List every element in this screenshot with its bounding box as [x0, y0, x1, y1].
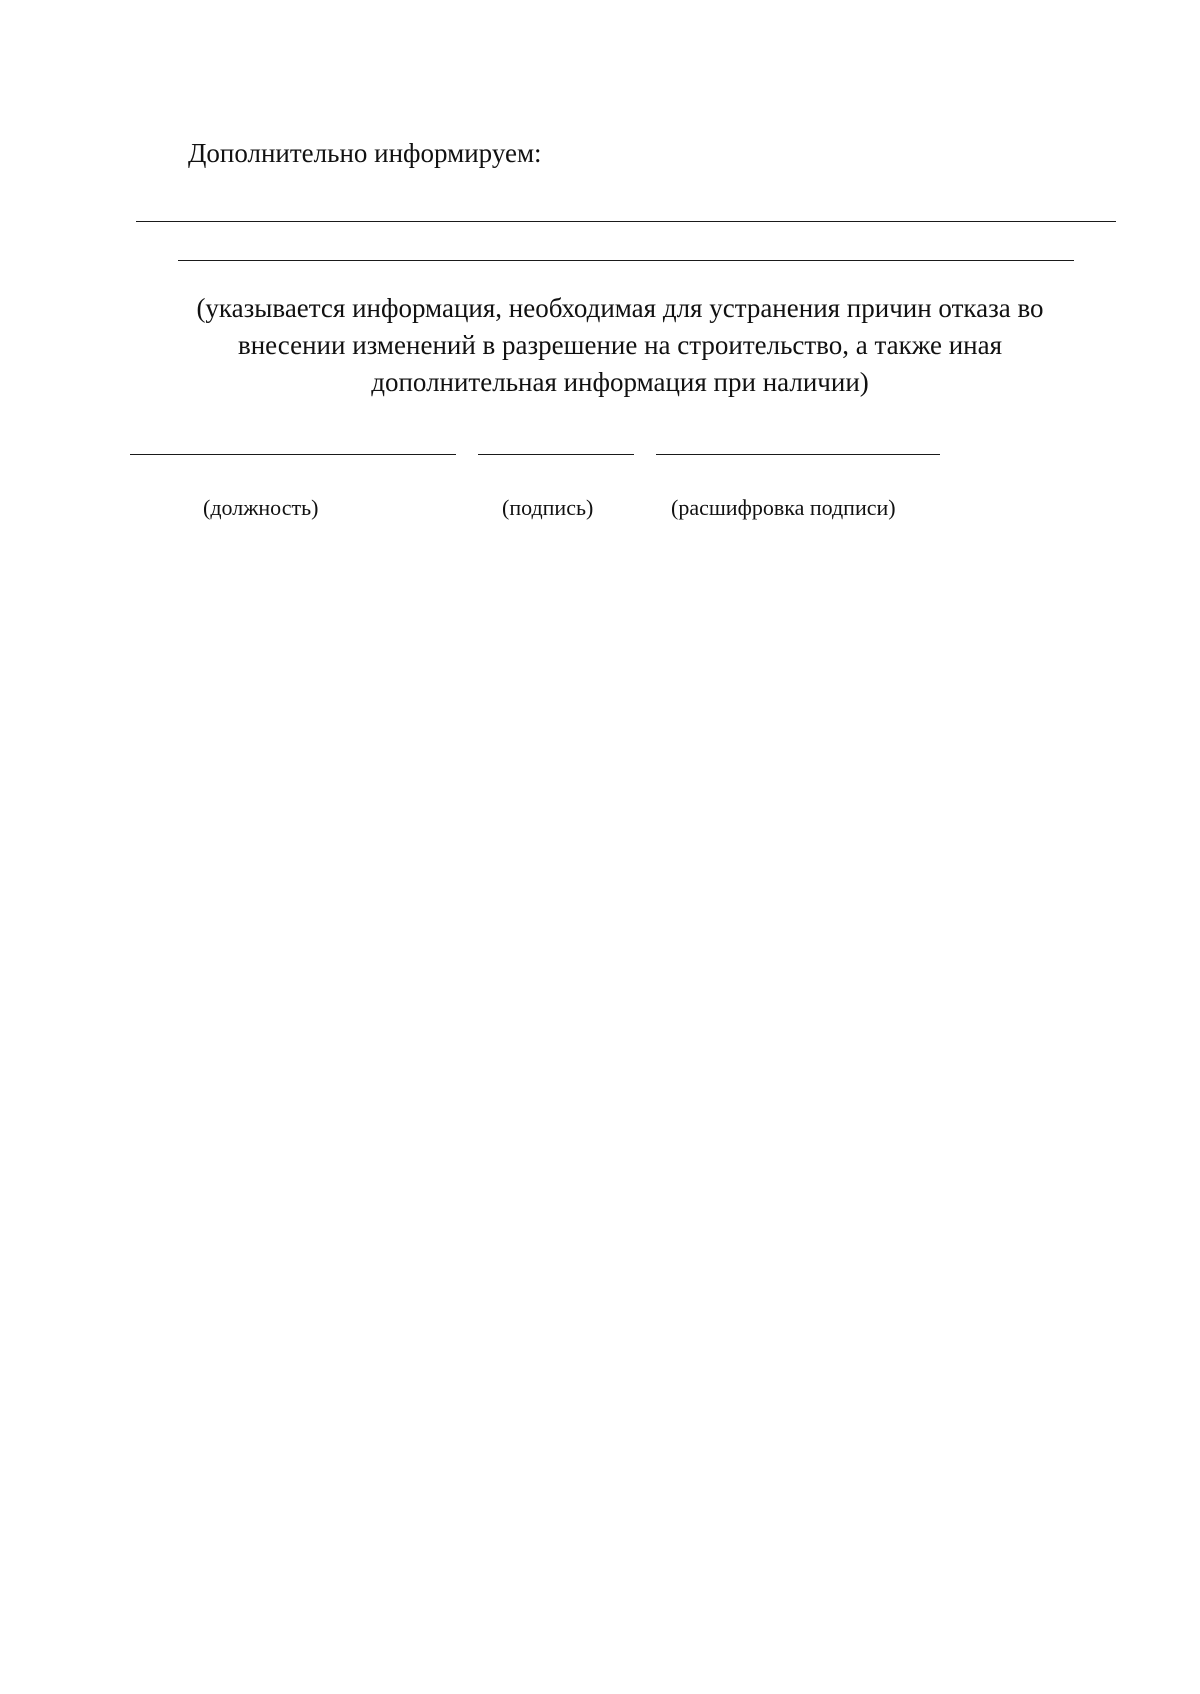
instruction-note-line-2: внесении изменений в разрешение на строительство, а также иная: [237, 330, 1003, 360]
signature-line: [478, 454, 634, 455]
fill-in-line-2: [178, 260, 1074, 261]
instruction-note-line-1: (указывается информация, необходимая для устранения причин отказа во: [196, 293, 1044, 323]
signature-caption: (подпись): [502, 495, 594, 520]
instruction-note-line-3: дополнительная информация при наличии): [371, 367, 869, 397]
signature-decode-line: [656, 454, 940, 455]
position-signature-line: [130, 454, 456, 455]
signature-decode-caption: (расшифровка подписи): [671, 495, 896, 520]
instruction-note: [160, 290, 1080, 401]
fill-in-line-1: [136, 221, 1116, 222]
position-caption: (должность): [203, 495, 319, 520]
intro-text: Дополнительно информируем:: [188, 138, 542, 168]
